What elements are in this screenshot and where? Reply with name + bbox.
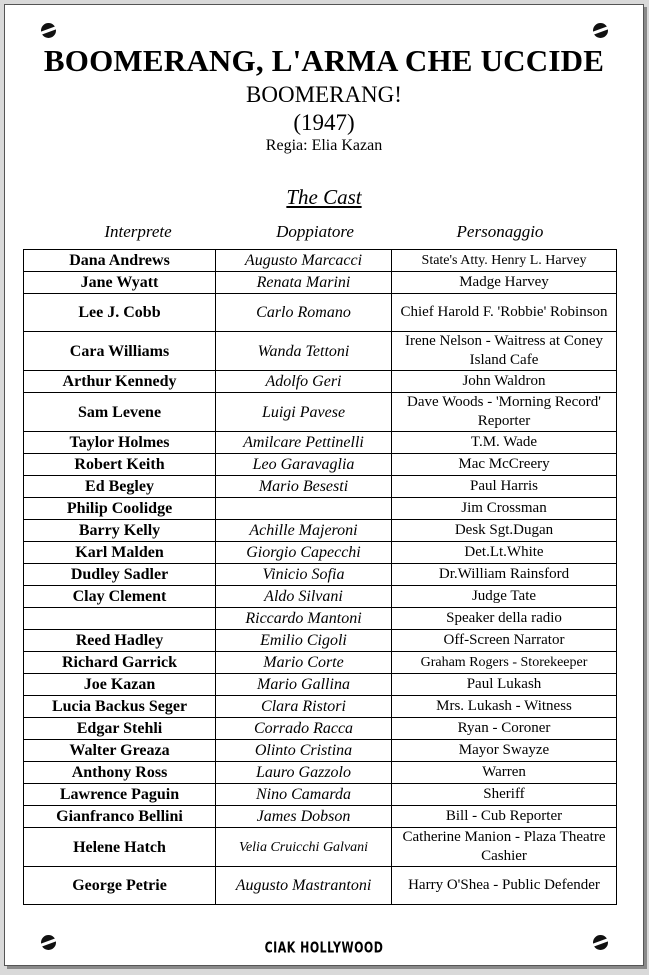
- cell-dubber: Luigi Pavese: [216, 393, 392, 432]
- cell-dubber: James Dobson: [216, 806, 392, 828]
- punch-hole-icon: [41, 23, 56, 38]
- table-row: [24, 740, 617, 762]
- cast-sheet: [4, 4, 644, 966]
- column-header-actor: Interprete: [104, 222, 172, 241]
- table-row: [24, 806, 617, 828]
- cast-table: [23, 249, 617, 905]
- table-row: [24, 867, 617, 905]
- original-title: BOOMERANG!: [246, 82, 402, 107]
- cell-dubber: Emilio Cigoli: [216, 630, 392, 652]
- cell-dubber: Augusto Mastrantoni: [216, 867, 392, 905]
- cell-actor: [24, 608, 216, 630]
- cell-actor: Reed Hadley: [24, 630, 216, 652]
- cell-actor: Richard Garrick: [24, 652, 216, 674]
- cell-actor: Ed Begley: [24, 476, 216, 498]
- cell-character: Speaker della radio: [392, 608, 617, 630]
- cell-character: Warren: [392, 762, 617, 784]
- cell-actor: Helene Hatch: [24, 828, 216, 867]
- punch-hole-icon: [593, 23, 608, 38]
- table-row: [24, 652, 617, 674]
- table-row: [24, 828, 617, 867]
- cell-actor: Philip Coolidge: [24, 498, 216, 520]
- cell-character: Ryan - Coroner: [392, 718, 617, 740]
- cell-actor: Lucia Backus Seger: [24, 696, 216, 718]
- table-row: [24, 371, 617, 393]
- table-row: [24, 432, 617, 454]
- cell-dubber: Wanda Tettoni: [216, 332, 392, 371]
- table-row: [24, 564, 617, 586]
- cell-character: Mayor Swayze: [392, 740, 617, 762]
- cell-character: State's Atty. Henry L. Harvey: [392, 250, 617, 272]
- cell-actor: Edgar Stehli: [24, 718, 216, 740]
- table-row: [24, 272, 617, 294]
- cell-actor: Taylor Holmes: [24, 432, 216, 454]
- table-row: [24, 393, 617, 432]
- cell-character: Judge Tate: [392, 586, 617, 608]
- cell-actor: Walter Greaza: [24, 740, 216, 762]
- cell-dubber: Achille Majeroni: [216, 520, 392, 542]
- cell-dubber: Mario Gallina: [216, 674, 392, 696]
- table-row: [24, 586, 617, 608]
- cell-character: Jim Crossman: [392, 498, 617, 520]
- table-row: [24, 520, 617, 542]
- cell-character: Sheriff: [392, 784, 617, 806]
- table-row: [24, 250, 617, 272]
- section-title: The Cast: [286, 185, 362, 209]
- cell-character: Det.Lt.White: [392, 542, 617, 564]
- cell-actor: Karl Malden: [24, 542, 216, 564]
- column-header-character: Personaggio: [456, 222, 544, 241]
- cell-character: Off-Screen Narrator: [392, 630, 617, 652]
- cell-dubber: Clara Ristori: [216, 696, 392, 718]
- table-row: [24, 332, 617, 371]
- cell-dubber: Augusto Marcacci: [216, 250, 392, 272]
- table-row: [24, 542, 617, 564]
- table-row: [24, 294, 617, 332]
- release-year: (1947): [293, 110, 355, 135]
- cell-character: Graham Rogers - Storekeeper: [392, 652, 617, 674]
- cell-actor: Robert Keith: [24, 454, 216, 476]
- cell-dubber: Velia Cruicchi Galvani: [216, 828, 392, 867]
- cell-dubber: Renata Marini: [216, 272, 392, 294]
- cell-dubber: Leo Garavaglia: [216, 454, 392, 476]
- cell-actor: Lawrence Paguin: [24, 784, 216, 806]
- cell-character: Dave Woods - 'Morning Record' Reporter: [392, 393, 617, 432]
- table-row: [24, 454, 617, 476]
- footer-logo: CIAK HOLLYWOOD: [264, 938, 384, 957]
- cell-actor: Joe Kazan: [24, 674, 216, 696]
- cell-actor: Barry Kelly: [24, 520, 216, 542]
- cell-dubber: Corrado Racca: [216, 718, 392, 740]
- cell-character: Bill - Cub Reporter: [392, 806, 617, 828]
- cell-character: Paul Lukash: [392, 674, 617, 696]
- cell-dubber: Mario Besesti: [216, 476, 392, 498]
- cell-actor: Anthony Ross: [24, 762, 216, 784]
- cell-actor: Dana Andrews: [24, 250, 216, 272]
- cell-dubber: Lauro Gazzolo: [216, 762, 392, 784]
- cell-dubber: Riccardo Mantoni: [216, 608, 392, 630]
- table-row: [24, 674, 617, 696]
- cell-actor: Cara Williams: [24, 332, 216, 371]
- italian-title: BOOMERANG, L'ARMA CHE UCCIDE: [43, 43, 605, 78]
- cell-dubber: Olinto Cristina: [216, 740, 392, 762]
- table-row: [24, 498, 617, 520]
- table-row: [24, 630, 617, 652]
- director: Regia: Elia Kazan: [265, 137, 383, 154]
- table-row: [24, 718, 617, 740]
- cell-character: Catherine Manion - Plaza Theatre Cashier: [392, 828, 617, 867]
- cell-actor: Dudley Sadler: [24, 564, 216, 586]
- cell-dubber: Mario Corte: [216, 652, 392, 674]
- cell-actor: Lee J. Cobb: [24, 294, 216, 332]
- cell-character: Desk Sgt.Dugan: [392, 520, 617, 542]
- cell-actor: Gianfranco Bellini: [24, 806, 216, 828]
- table-row: [24, 608, 617, 630]
- cell-character: Harry O'Shea - Public Defender: [392, 867, 617, 905]
- cell-actor: Jane Wyatt: [24, 272, 216, 294]
- column-header-dubber: Doppiatore: [276, 222, 354, 241]
- table-row: [24, 476, 617, 498]
- table-row: [24, 784, 617, 806]
- cell-dubber: Giorgio Capecchi: [216, 542, 392, 564]
- cell-character: Madge Harvey: [392, 272, 617, 294]
- cell-actor: Arthur Kennedy: [24, 371, 216, 393]
- cell-dubber: Adolfo Geri: [216, 371, 392, 393]
- cell-character: Mac McCreery: [392, 454, 617, 476]
- table-row: [24, 762, 617, 784]
- cell-actor: Sam Levene: [24, 393, 216, 432]
- table-row: [24, 696, 617, 718]
- cell-character: John Waldron: [392, 371, 617, 393]
- cell-dubber: Vinicio Sofia: [216, 564, 392, 586]
- cell-dubber: Carlo Romano: [216, 294, 392, 332]
- cell-dubber: Aldo Silvani: [216, 586, 392, 608]
- cell-character: Mrs. Lukash - Witness: [392, 696, 617, 718]
- cell-character: Irene Nelson - Waitress at Coney Island Cafe: [392, 332, 617, 371]
- cell-character: Paul Harris: [392, 476, 617, 498]
- cell-dubber: [216, 498, 392, 520]
- cell-dubber: Nino Camarda: [216, 784, 392, 806]
- cell-actor: George Petrie: [24, 867, 216, 905]
- cell-character: Chief Harold F. 'Robbie' Robinson: [392, 294, 617, 332]
- cell-actor: Clay Clement: [24, 586, 216, 608]
- cell-dubber: Amilcare Pettinelli: [216, 432, 392, 454]
- cell-character: T.M. Wade: [392, 432, 617, 454]
- cell-character: Dr.William Rainsford: [392, 564, 617, 586]
